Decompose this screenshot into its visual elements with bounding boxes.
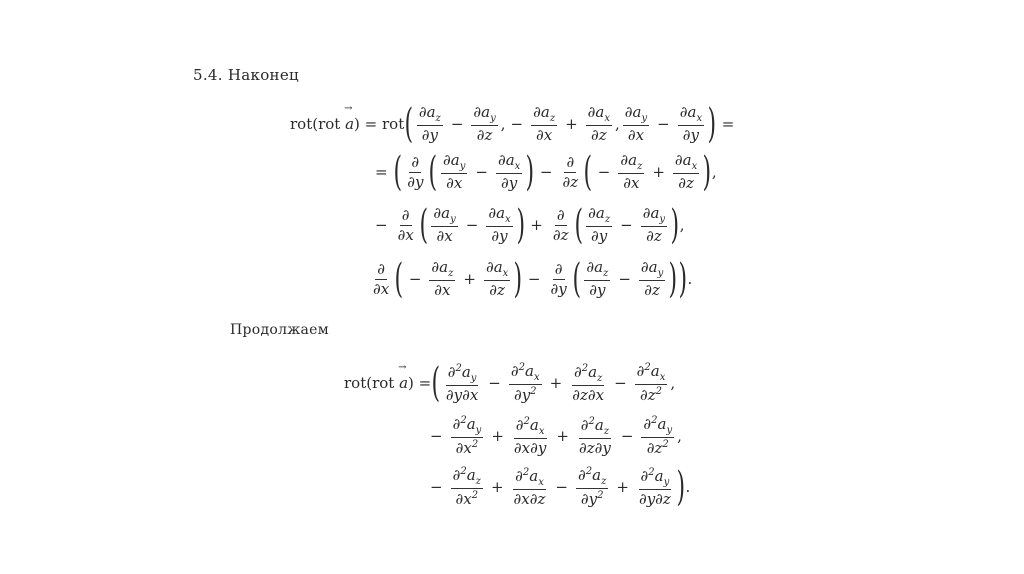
fraction: $\frac{\partial a_z}{\partial y}$ bbox=[586, 258, 609, 300]
fraction: $\frac{\partial a_z}{\partial x}$ bbox=[431, 258, 454, 300]
fraction: $\frac{\partial a_y}{\partial x}$ bbox=[443, 151, 466, 193]
fraction: $\frac{\partial a_z}{\partial x}$ bbox=[533, 103, 556, 145]
fraction: $\frac{\partial a_z}{\partial x}$ bbox=[620, 151, 643, 193]
fraction: $\frac{\partial a_y}{\partial x}$ bbox=[433, 204, 456, 246]
equation-2-line-2: − $\frac{\partial^2a_y}{\partial x^2}$ + $\frac{\partial^2a_x}{\partial x\partial y}$ + $\frac{\partial^2a_z}{\partial z\partial y}$ − $\frac{\partial^2a_y}{\partial z^2}$ , bbox=[430, 415, 682, 457]
equation-2-line-3: − $\frac{\partial^2a_z}{\partial x^2}$ + $\frac{\partial^2a_x}{\partial x\partial z}$ − $\frac{\partial^2a_z}{\partial y^2}$ + $\frac{\partial^2a_y}{\partial y\partial z}$ ) . bbox=[430, 463, 691, 510]
fraction: $\frac{\partial a_y}{\partial x}$ bbox=[624, 103, 648, 145]
fraction: $\frac{\partial^2a_x}{\partial y^2}$ bbox=[510, 362, 540, 404]
fraction: $\frac{\partial^2a_x}{\partial x\partial y}$ bbox=[513, 415, 547, 457]
fraction: $\frac{\partial a_x}{\partial z}$ bbox=[485, 258, 509, 300]
fraction: $\frac{\partial a_x}{\partial z}$ bbox=[674, 151, 698, 193]
equation-1-lhs: rot(rot → a) = rot bbox=[290, 115, 404, 133]
fraction: $\frac{\partial^2a_y}{\partial z^2}$ bbox=[643, 415, 673, 457]
fraction: $\frac{\partial^2a_y}{\partial y\partial z}$ bbox=[638, 466, 671, 508]
fraction: $\frac{\partial^2a_z}{\partial y^2}$ bbox=[577, 466, 607, 508]
continue-label: Продолжаем bbox=[230, 322, 329, 338]
fraction: $\frac{\partial^2a_z}{\partial z\partial y}$ bbox=[578, 415, 611, 457]
fraction: $\frac{\partial a_y}{\partial z}$ bbox=[473, 103, 496, 145]
fraction: $\frac{\partial a_x}{\partial z}$ bbox=[587, 103, 611, 145]
fraction: $\frac{\partial}{\partial z}$ bbox=[562, 153, 579, 191]
fraction: $\frac{\partial a_y}{\partial z}$ bbox=[640, 258, 664, 300]
equation-1-line-2: = ( $\frac{\partial}{\partial y}$ ( $\frac{\partial a_y}{\partial x}$ − $\frac{\partial a_x}{\partial y}$ ) − $\frac{\partial}{\partial z}$ ( − $\frac{\partial a_z}{\partial x}$ + $\frac{\partial a_x}{\partial z}$ ) , bbox=[375, 149, 717, 195]
fraction: $\frac{\partial}{\partial y}$ bbox=[407, 153, 424, 191]
fraction: $\frac{\partial^2a_x}{\partial x\partial z}$ bbox=[513, 466, 546, 508]
fraction: $\frac{\partial a_z}{\partial y}$ bbox=[588, 204, 611, 246]
fraction: $\frac{\partial a_x}{\partial y}$ bbox=[488, 204, 511, 246]
fraction: $\frac{\partial a_x}{\partial y}$ bbox=[679, 103, 703, 145]
fraction: $\frac{\partial^2a_y}{\partial y\partial x}$ bbox=[445, 362, 479, 404]
fraction: $\frac{\partial}{\partial z}$ bbox=[552, 206, 569, 244]
equation-2-line-1: rot(rot → a) = ( $\frac{\partial^2a_y}{\partial y\partial x}$ − $\frac{\partial^2a_x}{\partial y^2}$ + $\frac{\partial^2a_z}{\partial z\partial x}$ − $\frac{\partial^2a_x}{\partial z^2}$ , bbox=[344, 362, 675, 404]
fraction: $\frac{\partial a_z}{\partial y}$ bbox=[418, 103, 441, 145]
equation-1-line-4: $\frac{\partial}{\partial x}$ ( − $\frac{\partial a_z}{\partial x}$ + $\frac{\partial a_x}{\partial z}$ ) − $\frac{\partial}{\partial y}$ ( $\frac{\partial a_z}{\partial y}$ − $\frac{\partial a_y}{\partial z}$ ) ) . bbox=[373, 256, 693, 302]
fraction: $\frac{\partial}{\partial x}$ bbox=[397, 206, 414, 244]
section-heading: 5.4. Наконец bbox=[193, 66, 299, 84]
fraction: $\frac{\partial}{\partial y}$ bbox=[550, 260, 567, 298]
fraction: $\frac{\partial^2a_z}{\partial z\partial x}$ bbox=[572, 362, 605, 404]
fraction: $\frac{\partial^2a_x}{\partial z^2}$ bbox=[636, 362, 666, 404]
fraction: $\frac{\partial^2a_y}{\partial x^2}$ bbox=[452, 415, 482, 457]
equation-1-line-1: rot(rot → a) = rot ( $\frac{\partial a_z}{\partial y}$ − $\frac{\partial a_y}{\partial z}$ , − $\frac{\partial a_z}{\partial x}$ + $\frac{\partial a_x}{\partial z}$ , $\frac{\partial a_y}{\partial x}$ − $\frac{\partial a_x}{\partial y}$ ) = bbox=[290, 104, 739, 144]
fraction: $\frac{\partial}{\partial x}$ bbox=[373, 260, 390, 298]
equation-1-line-3: − $\frac{\partial}{\partial x}$ ( $\frac{\partial a_y}{\partial x}$ − $\frac{\partial a_x}{\partial y}$ ) + $\frac{\partial}{\partial z}$ ( $\frac{\partial a_z}{\partial y}$ − $\frac{\partial a_y}{\partial z}$ ) , bbox=[375, 202, 685, 248]
fraction: $\frac{\partial^2a_z}{\partial x^2}$ bbox=[452, 466, 481, 508]
equation-2-lhs: rot(rot → a) = bbox=[344, 374, 431, 392]
fraction: $\frac{\partial a_y}{\partial z}$ bbox=[642, 204, 666, 246]
fraction: $\frac{\partial a_x}{\partial y}$ bbox=[497, 151, 521, 193]
